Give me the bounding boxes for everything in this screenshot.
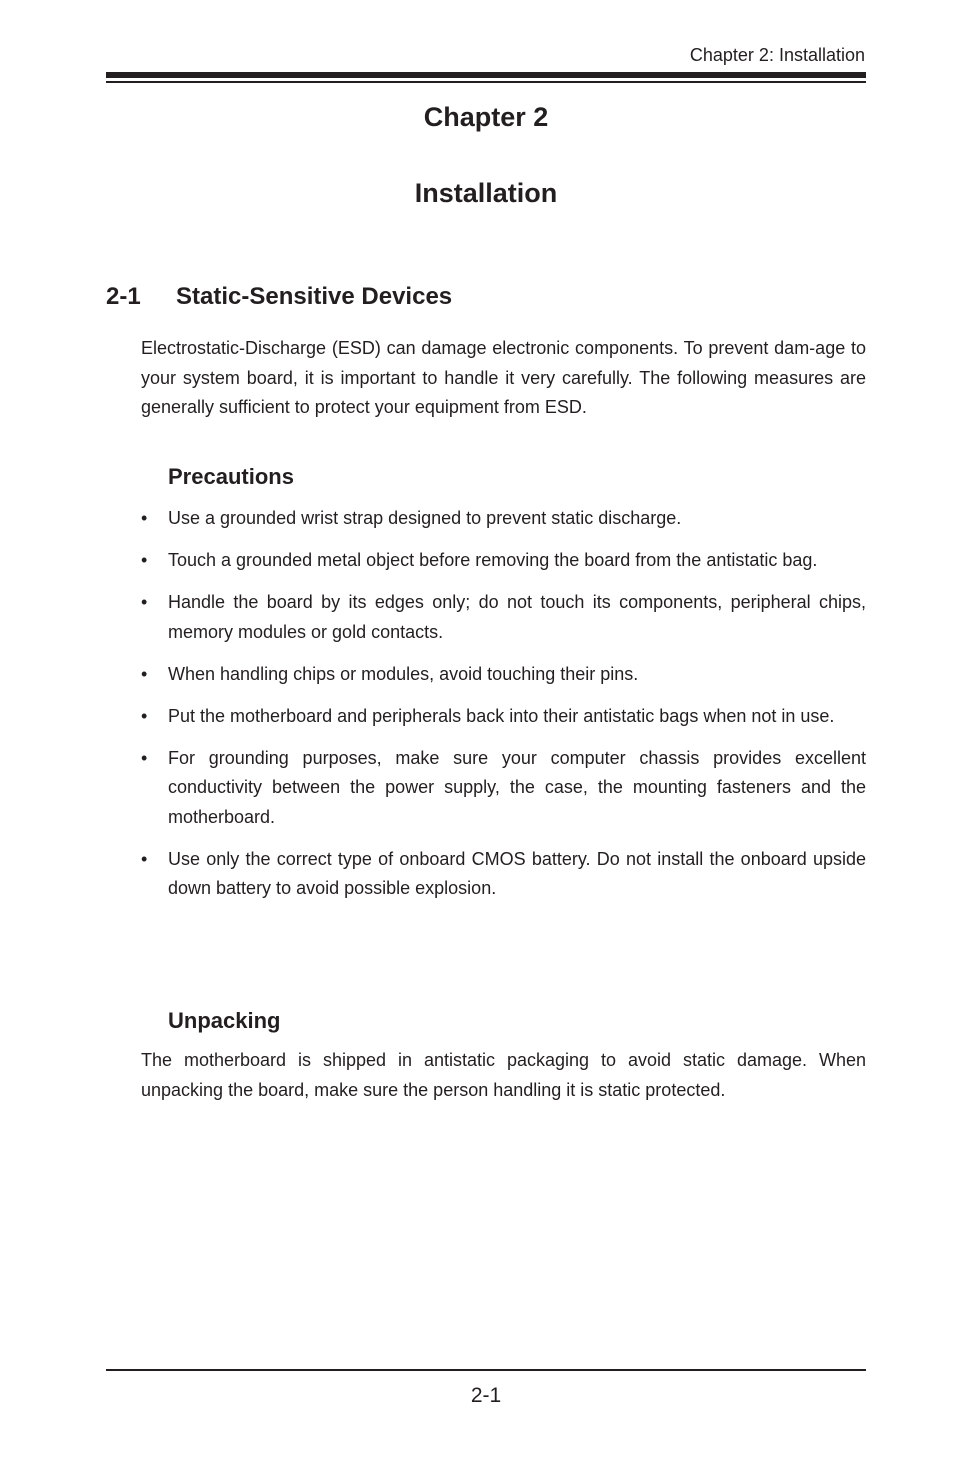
list-item-text: Handle the board by its edges only; do not touch its components, peripheral chips, memory modules or gold contacts. <box>168 592 866 642</box>
list-item <box>141 744 866 833</box>
precautions-heading: Precautions <box>168 464 294 489</box>
bullet-glyph: • <box>141 592 148 612</box>
list-item-text: Touch a grounded metal object before removing the board from the antistatic bag. <box>168 550 818 570</box>
unpacking-paragraph: The motherboard is shipped in antistatic packaging to avoid static damage. When unpacking the board, make sure the person handling it is static protected. <box>141 1050 866 1100</box>
unpacking-heading: Unpacking <box>168 1008 281 1033</box>
bullet-glyph: • <box>141 848 148 869</box>
list-item-text: For grounding purposes, make sure your computer chassis provides excellent conductivity between the power supply, the case, the mounting fasteners and the motherboard. <box>168 747 866 827</box>
section-number: 2-1 <box>106 283 141 310</box>
section-heading <box>106 282 452 312</box>
list-item <box>141 588 866 647</box>
section-intro-paragraph: Electrostatic-Discharge (ESD) can damage electronic components. To prevent dam-age to your system board, it is important to handle it very carefully. The following measures are generally sufficient to protect your equipment from ESD. <box>141 338 866 417</box>
list-item <box>141 845 866 904</box>
page-number: 2-1 <box>470 1384 502 1407</box>
list-item-text: Use only the correct type of onboard CMOS battery. Do not install the onboard upside down battery to avoid possible explosion. <box>168 848 866 898</box>
bullet-glyph: • <box>141 663 148 684</box>
section-title: Static-Sensitive Devices <box>176 283 453 310</box>
list-item-text: Put the motherboard and peripherals back into their antistatic bags when not in use. <box>168 705 835 726</box>
footer-rule <box>106 1369 866 1371</box>
list-item-text: When handling chips or modules, avoid touching their pins. <box>168 663 639 684</box>
chapter-title: Installation <box>414 178 558 208</box>
chapter-number: Chapter 2 <box>423 102 549 132</box>
header-rule-thin <box>106 81 866 83</box>
list-item <box>141 546 866 576</box>
bullet-glyph: • <box>141 705 148 726</box>
list-item <box>141 702 866 732</box>
bullet-glyph: • <box>141 550 148 570</box>
header-rule-thick <box>106 72 866 78</box>
list-item <box>141 660 866 690</box>
bullet-glyph: • <box>141 747 148 768</box>
bullet-glyph: • <box>141 508 148 528</box>
precautions-list <box>141 504 866 916</box>
list-item <box>141 504 866 534</box>
list-item-text: Use a grounded wrist strap designed to prevent static discharge. <box>168 508 682 528</box>
running-header: Chapter 2: Installation <box>689 45 865 65</box>
